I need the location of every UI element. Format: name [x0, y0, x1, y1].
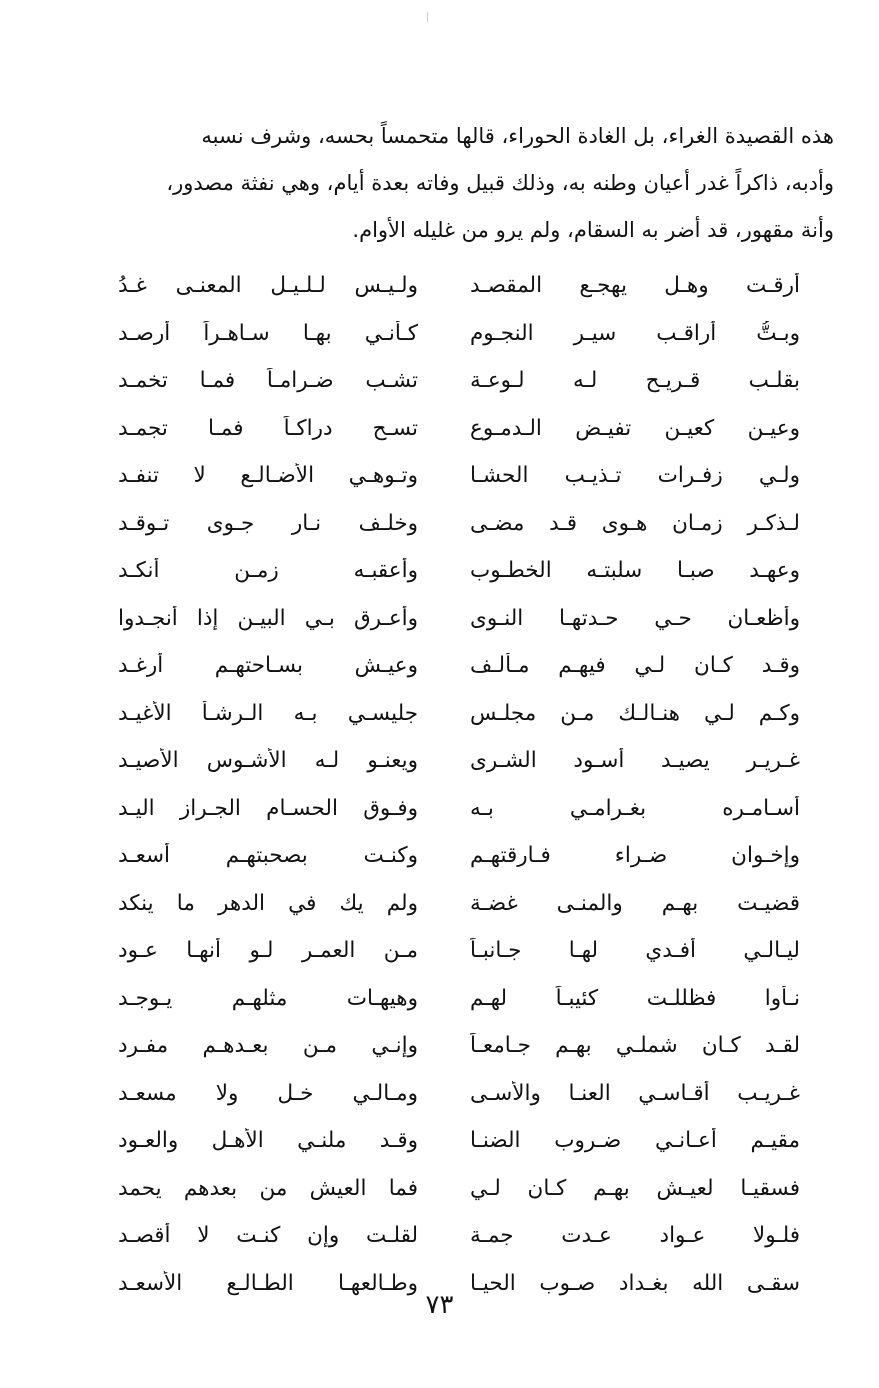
verse-second-hemistich: وفـوق الحسـام الجـراز اليـد	[118, 795, 418, 821]
intro-line: وأدبه، ذاكراً غدر أعيان وطنه به، وذلك قبيل وفاته بعدة أيام، وهي نفثة مصدور،	[166, 171, 834, 195]
verse	[100, 642, 820, 690]
verse-first-hemistich: قضيـت بهـم والمنـى غضـة	[470, 890, 800, 916]
verse-second-hemistich: تسـح دراكـاً فمـا تجمـد	[118, 415, 418, 441]
verse-second-hemistich: ويعنـو لـه الأشـوس الأصيـد	[118, 748, 418, 774]
verse	[100, 500, 820, 548]
verse	[100, 785, 820, 833]
verse	[100, 737, 820, 785]
verse	[100, 880, 820, 928]
verse-first-hemistich: وكـم لـي هنـالـك مـن مجلـس	[470, 700, 800, 726]
verse-second-hemistich: تشـب ضـرامـاً فمـا تخمـد	[118, 368, 418, 394]
verse-second-hemistich: ولم يك في الدهر ما ينكد	[118, 890, 418, 916]
verse	[100, 452, 820, 500]
verse-second-hemistich: وعيـش بسـاحتهـم أرغـد	[118, 653, 418, 679]
verse-first-hemistich: وأظعـان حـي حـدتهـا النـوى	[470, 605, 800, 631]
verse	[100, 262, 820, 310]
verse	[100, 1165, 820, 1213]
verse-second-hemistich: وأعقبـه زمـن أنكـد	[118, 558, 418, 584]
verse	[100, 975, 820, 1023]
verse-first-hemistich: بقلـب قـريـح لـه لـوعـة	[470, 368, 800, 394]
verse	[100, 595, 820, 643]
verse-first-hemistich: مقيـم أعـانـي ضـروب الضنـا	[470, 1128, 800, 1154]
intro-line: وأنة مقهور، قد أضر به السقام، ولم يرو من غليله الأوام.	[352, 218, 834, 242]
verse	[100, 405, 820, 453]
verse-second-hemistich: وإنـي مـن بعـدهـم مفـرد	[118, 1033, 418, 1059]
verse-first-hemistich: فلـولا عـواد عـدت جمـة	[470, 1223, 800, 1249]
verse	[100, 310, 820, 358]
verse	[100, 547, 820, 595]
verse-first-hemistich: فسقيـا لعيـش بهـم كـان لـي	[470, 1175, 800, 1201]
verse-first-hemistich: غـريـب أقـاسـي العنـا والأسـى	[470, 1080, 800, 1106]
verse-first-hemistich: نـأوا فظللـت كئيبـاً لهـم	[470, 985, 800, 1011]
verse	[100, 1022, 820, 1070]
intro-line: هذه القصيدة الغراء، بل الغادة الحوراء، قالها متحمساً بحسه، وشرف نسبه	[201, 124, 834, 148]
poem	[100, 262, 820, 1307]
verse-first-hemistich: ليـالـي أفـدي لهـا جـانبـاً	[470, 938, 800, 964]
scan-mark	[427, 12, 428, 22]
verse-first-hemistich: غـريـر يصيـد أسـود الشـرى	[470, 748, 800, 774]
verse	[100, 1117, 820, 1165]
verse-first-hemistich: وعهـد صبـا سلبتـه الخطـوب	[470, 558, 800, 584]
verse-second-hemistich: جليسـي بـه الـرشـأ الأغيـد	[118, 700, 418, 726]
verse	[100, 927, 820, 975]
verse	[100, 1212, 820, 1260]
verse	[100, 357, 820, 405]
verse-second-hemistich: وقـد ملنـي الأهـل والعـود	[118, 1128, 418, 1154]
verse-first-hemistich: أسـامـره بغـرامـي بـه	[470, 795, 800, 821]
page-number: ٧٣	[425, 1290, 454, 1320]
verse	[100, 1070, 820, 1118]
verse	[100, 690, 820, 738]
verse-first-hemistich: وإخـوان ضـراء فـارقتهـم	[470, 843, 800, 869]
verse	[100, 832, 820, 880]
verse-second-hemistich: وطـالعهـا الطـالـع الأسعـد	[118, 1270, 418, 1296]
verse-second-hemistich: فما العيش من بعدهم يحمد	[118, 1175, 418, 1201]
verse-second-hemistich: ولـيـس لـلـيـل المعنـى غـدُ	[118, 273, 418, 299]
verse-first-hemistich: وبـتُّ أراقـب سيـر النجـوم	[470, 320, 800, 346]
verse-first-hemistich: وعيـن كعيـن تفيـض الـدمـوع	[470, 415, 800, 441]
verse-second-hemistich: وتـوهـي الأضـالـع لا تنفـد	[118, 463, 418, 489]
verse-first-hemistich: لقـد كـان شملـي بهـم جـامعـاً	[470, 1033, 800, 1059]
verse-first-hemistich: لـذكـر زمـان هـوى قـد مضـى	[470, 510, 800, 536]
verse-second-hemistich: ومـالـي خـل ولا مسعـد	[118, 1080, 418, 1106]
verse-first-hemistich: سقـى الله بغـداد صـوب الحيـا	[470, 1270, 800, 1296]
verse-first-hemistich: أرقـت وهـل يهجـع المقصـد	[470, 273, 800, 299]
verse-second-hemistich: وخلـف نـار جـوى تـوقـد	[118, 510, 418, 536]
verse-second-hemistich: وأعـرق بـي البيـن إذا أنجـدوا	[118, 605, 418, 631]
verse-second-hemistich: كـأنـي بهـا سـاهـراً أرصـد	[118, 320, 418, 346]
verse-second-hemistich: مـن العمـر لـو أنهـا عـود	[118, 938, 418, 964]
verse-second-hemistich: وهيهـات مثلهـم يـوجـد	[118, 985, 418, 1011]
verse-second-hemistich: لقلـت وإن كنـت لا أقصـد	[118, 1223, 418, 1249]
verse-second-hemistich: وكنـت بصحبتهـم أسعـد	[118, 843, 418, 869]
verse-first-hemistich: وقـد كـان لـي فيهـم مـألـف	[470, 653, 800, 679]
verse-first-hemistich: ولـي زفـرات تـذيـب الحشـا	[470, 463, 800, 489]
intro-paragraph	[62, 113, 834, 254]
